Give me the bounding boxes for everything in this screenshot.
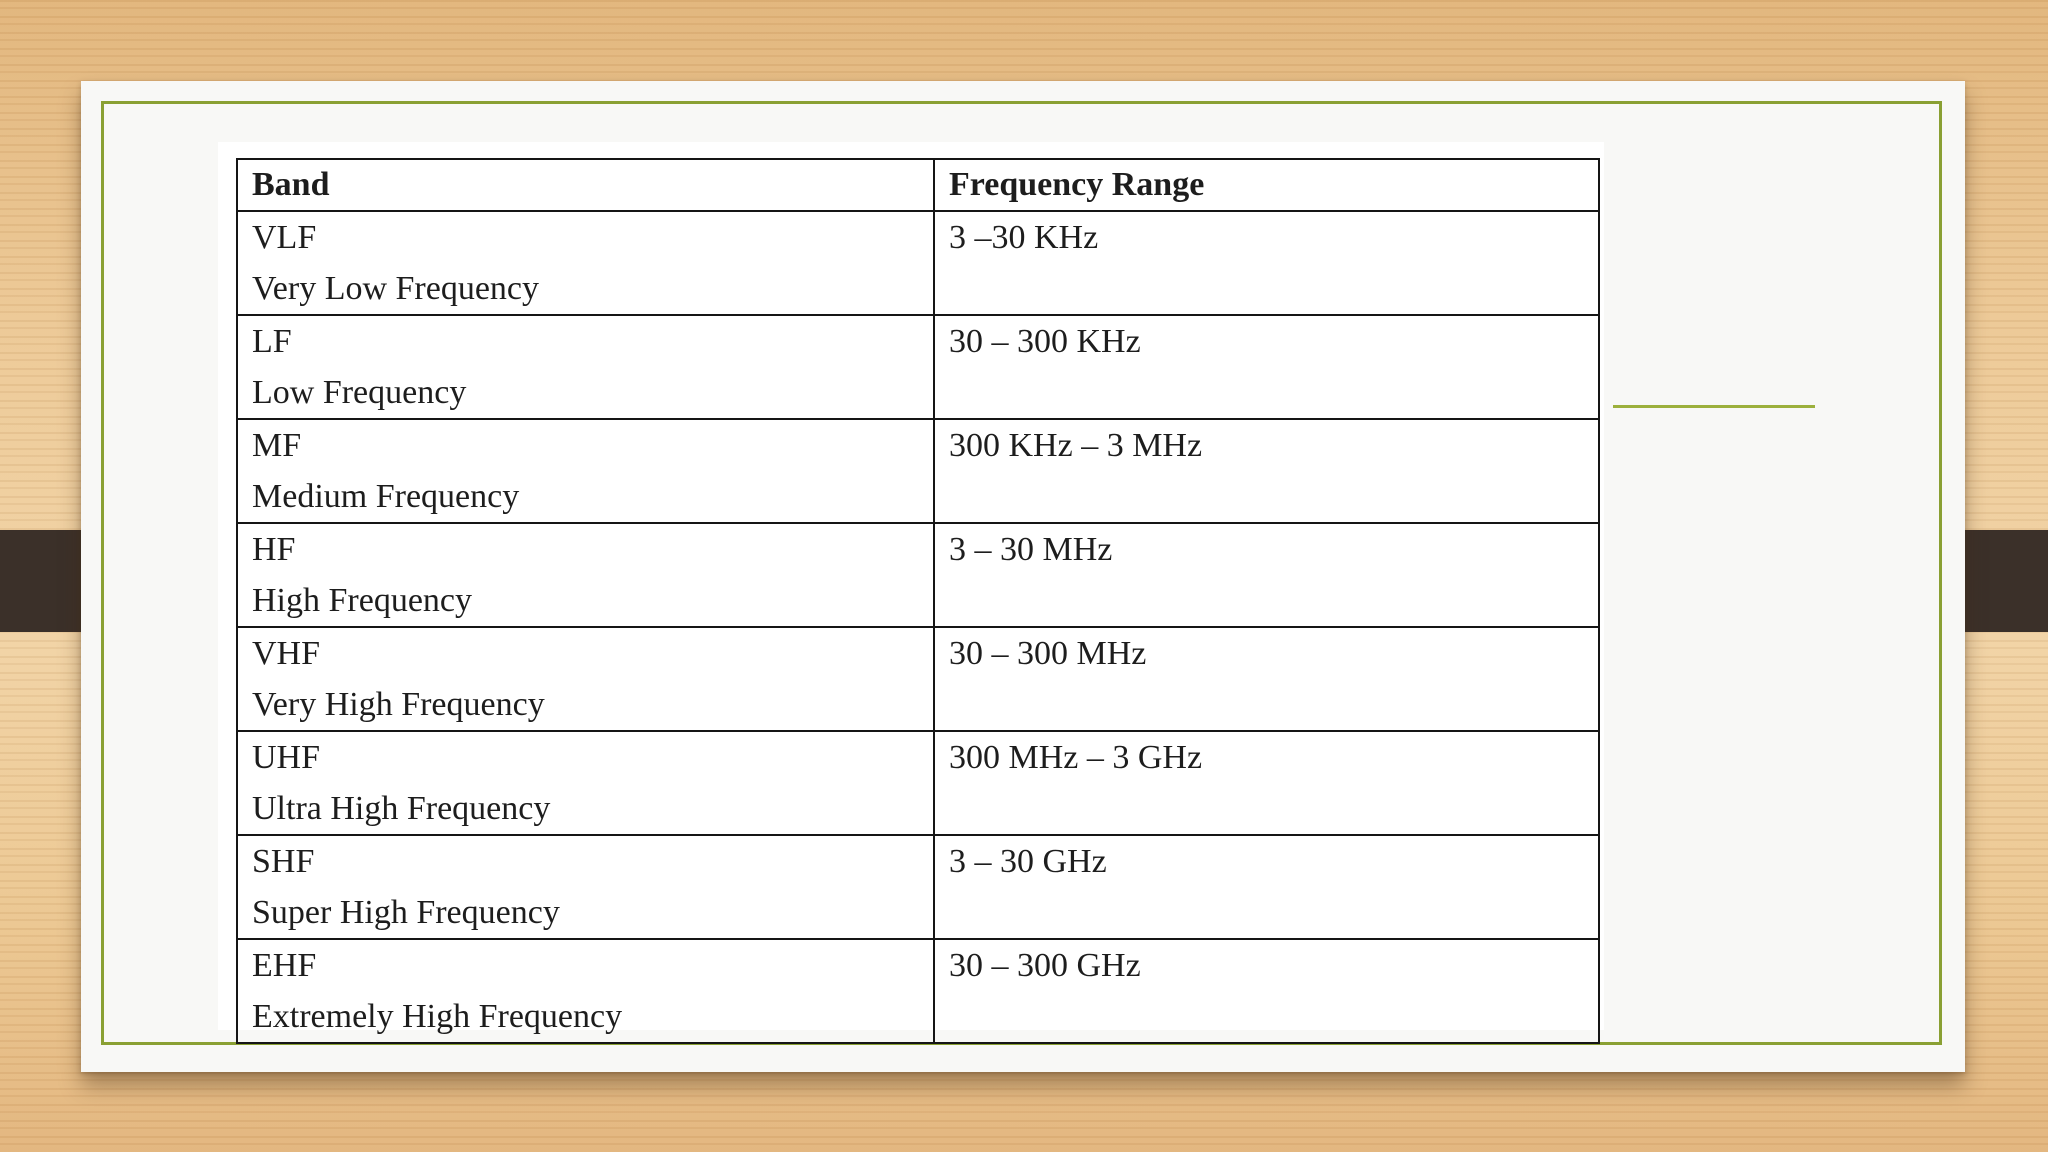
table-row	[237, 627, 1599, 731]
band-abbreviation: EHF	[252, 947, 317, 984]
frequency-range-cell: 3 – 30 MHz	[934, 523, 1599, 627]
table-row	[237, 835, 1599, 939]
header-frequency-range: Frequency Range	[934, 159, 1599, 211]
band-cell	[237, 731, 934, 835]
band-full-name: Ultra High Frequency	[252, 790, 551, 827]
frequency-range-cell: 3 –30 KHz	[934, 211, 1599, 315]
frequency-range-cell: 30 – 300 MHz	[934, 627, 1599, 731]
table-header-row	[237, 159, 1599, 211]
band-cell	[237, 835, 934, 939]
frequency-range-cell: 30 – 300 KHz	[934, 315, 1599, 419]
band-full-name: Extremely High Frequency	[252, 998, 623, 1035]
band-cell	[237, 627, 934, 731]
table-row	[237, 211, 1599, 315]
table-row	[237, 419, 1599, 523]
band-abbreviation: VLF	[252, 219, 317, 256]
frequency-range-cell: 30 – 300 GHz	[934, 939, 1599, 1043]
frequency-range-cell: 300 KHz – 3 MHz	[934, 419, 1599, 523]
table-row	[237, 939, 1599, 1043]
frequency-range-cell: 300 MHz – 3 GHz	[934, 731, 1599, 835]
table-row	[237, 523, 1599, 627]
band-abbreviation: MF	[252, 427, 302, 464]
band-abbreviation: UHF	[252, 739, 321, 776]
band-full-name: High Frequency	[252, 582, 473, 619]
accent-line	[1613, 405, 1815, 408]
band-abbreviation: LF	[252, 323, 292, 360]
band-abbreviation: VHF	[252, 635, 321, 672]
band-full-name: Very Low Frequency	[252, 270, 540, 307]
table-row	[237, 731, 1599, 835]
band-full-name: Medium Frequency	[252, 478, 520, 515]
band-cell	[237, 523, 934, 627]
band-cell	[237, 315, 934, 419]
frequency-band-table	[236, 158, 1600, 1044]
band-cell	[237, 419, 934, 523]
band-full-name: Very High Frequency	[252, 686, 545, 723]
table-row	[237, 315, 1599, 419]
band-full-name: Super High Frequency	[252, 894, 560, 931]
band-cell	[237, 939, 934, 1043]
header-band: Band	[237, 159, 934, 211]
band-abbreviation: SHF	[252, 843, 315, 880]
band-abbreviation: HF	[252, 531, 296, 568]
band-cell	[237, 211, 934, 315]
band-full-name: Low Frequency	[252, 374, 467, 411]
frequency-range-cell: 3 – 30 GHz	[934, 835, 1599, 939]
